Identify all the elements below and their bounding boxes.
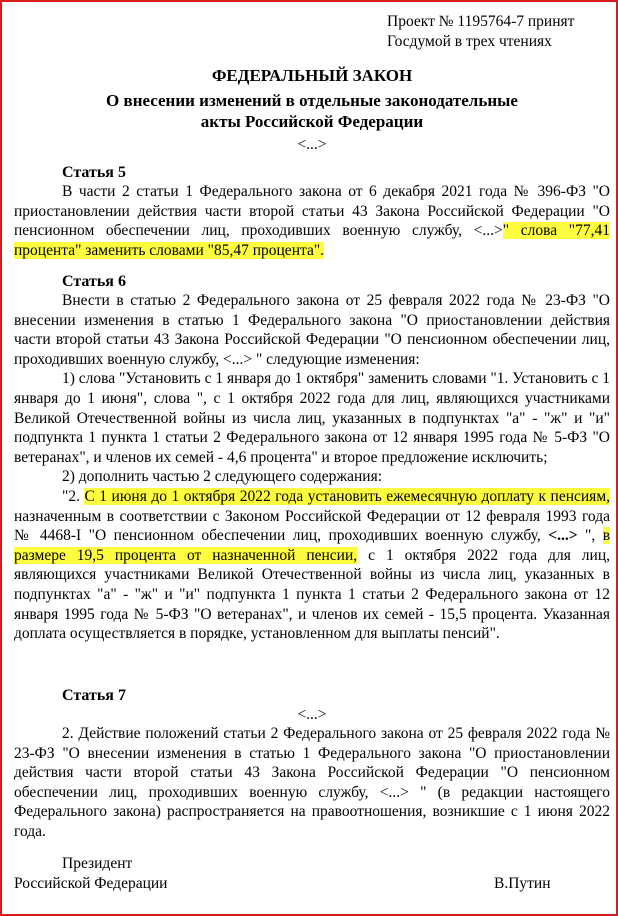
article-6-heading: Статья 6 (62, 273, 126, 290)
law-title: ФЕДЕРАЛЬНЫЙ ЗАКОН (211, 66, 413, 85)
quote-middle: назначенным в соответствии с Законом Российской Федерации от 12 февраля 1993 года № 4468-I "О пенсионном обеспечении лиц, проходивших военную службу, (14, 507, 610, 545)
subtitle-line-2: акты Российской Федерации (200, 112, 424, 131)
signature-line-2: Российской Федерации (14, 875, 168, 892)
article-5-heading: Статья 5 (62, 164, 126, 181)
quote-highlight-1: С 1 июня до 1 октября 2022 года установить ежемесячную доплату к пенсиям, (84, 487, 610, 505)
article-7-text (14, 724, 610, 842)
subtitle-line-1: О внесении изменений в отдельные законодательные (106, 91, 518, 110)
article-6-intro: Внести в статью 2 Федерального закона от 25 февраля 2022 года № 23-ФЗ "О внесении изменения в статью 1 Федерального закона "О приостановлении действия части второй статьи 43 Закона Российской Федерации "О пенсионном обеспечении лиц, проходивших военную службу, <...> " следующие изменения: (14, 292, 610, 368)
quote-end: с 1 октября 2022 года для лиц, являющихся участниками Великой Отечественной войны из числа лиц, указанных в подпунктах "а" - "ж" и "и" подпункта 1 пункта 1 статьи 2 Федерального закона от 12 января 1995 года № 5-ФЗ "О ветеранах", и членов их семей - 15,5 процента. Указанная доплата осуществляется в порядке, установленном для выплаты пенсий". (14, 546, 610, 643)
project-note (387, 12, 612, 52)
quote-highlight-2: в размере 19,5 процента от назначенной пенсии, (14, 527, 611, 564)
project-line-1: Проект № 1195764-7 принят (387, 13, 575, 30)
article-6-item-1: 1) слова "Установить с 1 января до 1 октября" заменить словами "1. Установить с 1 января до 1 июня", слова ", с 1 октября 2022 года для лиц, являющихся участниками Великой Отечественной войны из числа лиц, указанных в подпунктах "а" - "ж" и "и" подпункта 1 пункта 1 статьи 2 Федерального закона от 12 января 1995 года № 5-ФЗ "О ветеранах", и членов их семей - 4,6 процента" и второе предложение исключить; (14, 370, 610, 466)
quote-middle-2: ", (577, 527, 603, 545)
signature-position (14, 854, 264, 894)
quote-start: "2. (62, 487, 85, 505)
ellipsis-top: <...> (297, 136, 327, 153)
article-5-text (14, 182, 610, 260)
quote-ellipsis: <...> (548, 527, 578, 545)
signature-line-1: Президент (62, 855, 133, 872)
article-6-text (14, 291, 610, 644)
article-5-body: В части 2 статьи 1 Федерального закона от 6 декабря 2021 года № 396-ФЗ "О приостановлении действия части второй статьи 43 Закона Российской Федерации "О пенсионном обеспечении лиц, проходивших военную службу, <...> (14, 183, 610, 240)
article-6-item-2: 2) дополнить частью 2 следующего содержания: (62, 468, 383, 486)
signature-name: В.Путин (494, 875, 551, 892)
article-7-body: 2. Действие положений статьи 2 Федерального закона от 25 февраля 2022 года № 23-ФЗ "О внесении изменения в статью 1 Федерального закона "О приостановлении действия части второй статьи 43 Закона Российской Федерации "О пенсионном обеспечении лиц, проходивших военную службу, <...> " (в редакции настоящего Федерального закона) распространяется на правоотношения, возникшие с 1 июня 2022 года. (14, 725, 610, 840)
law-subtitle (14, 90, 610, 132)
project-line-2: Госдумой в трех чтениях (387, 33, 552, 50)
article-7-heading: Статья 7 (62, 687, 126, 704)
article-6-quote (14, 487, 610, 644)
ellipsis-article-7: <...> (297, 706, 327, 723)
article-5-highlight: " слова "77,41 процента" заменить словами "85,47 процента". (14, 222, 610, 259)
